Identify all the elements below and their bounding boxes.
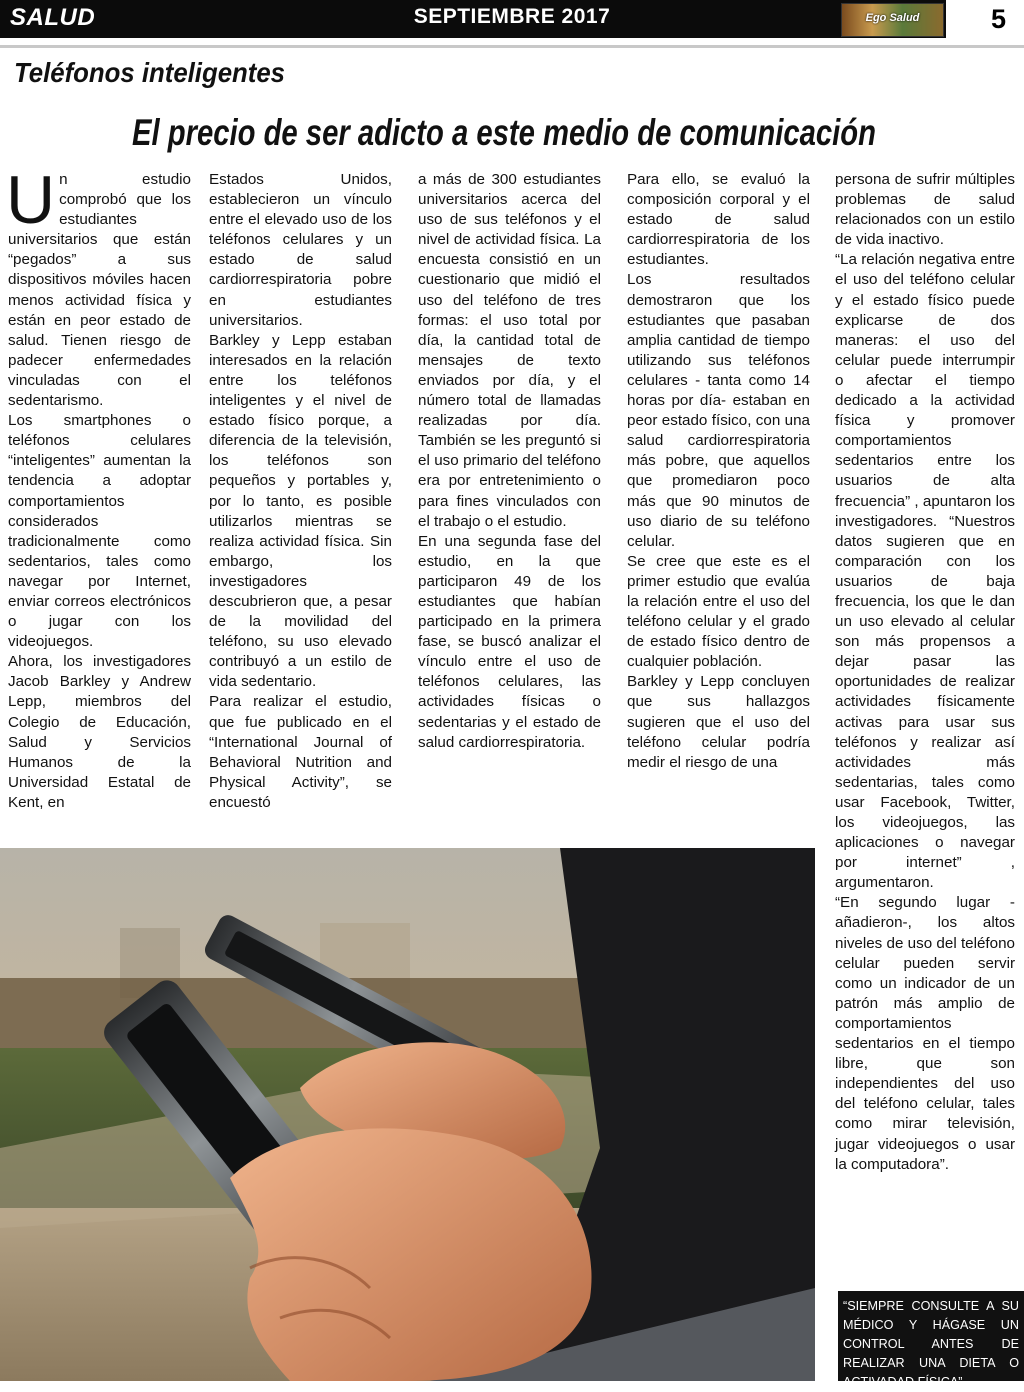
paragraph: persona de sufrir múltiples problemas de salud relacionados con un estilo de vida inactivo.	[835, 171, 1015, 249]
section-label: SALUD	[10, 4, 96, 31]
paragraph: Ahora, los investigadores Jacob Barkley y Andrew Lepp, miembros del Colegio de Educación, Salud y Servicios Humanos de la Universidad Estatal de Kent, en	[8, 653, 191, 811]
paragraph: a más de 300 estudiantes universitarios acerca del uso de sus teléfonos y el nivel de actividad física. La encuesta consistió en un cuestionario que midió el uso del teléfono de tres formas: el uso total por día, la cantidad total de mensajes de texto enviados por día, y el número total de llamadas realizadas por día. También se les preguntó si el uso primario del teléfono era por entretenimiento o para fines vinculados con el trabajo o el estudio.	[418, 171, 601, 530]
advice-callout	[838, 1291, 1024, 1389]
article-column-3	[418, 170, 601, 753]
drop-cap: U	[6, 162, 56, 238]
article-headline: El precio de ser adicto a este medio de comunicación	[132, 112, 876, 153]
paragraph: Barkley y Lepp estaban interesados en la relación entre los teléfonos inteligentes y el nivel de estado físico porque, a diferencia de la televisión, los teléfonos son pequeños y portables y, por lo tanto, es posible utilizarlos mientras se realiza actividad física. Sin embargo, los investigadores descubrieron que, a pesar de la movilidad del teléfono, su uso elevado contribuyó a un estilo de vida sedentario.	[209, 331, 392, 691]
paragraph: En una segunda fase del estudio, en la que participaron 49 de los estudiantes que habían participado en la primera fase, se buscó analizar el vínculo entre el uso de teléfonos celulares, las actividades físicas o sedentarias y el estado de salud cardiorrespiratoria.	[418, 532, 601, 751]
article-column-1	[6, 162, 191, 813]
article-column-4	[627, 170, 810, 773]
paragraph: Para realizar el estudio, que fue publicado en el “International Journal of Behavioral Nutrition and Physical Activity”, se encuestó	[209, 693, 392, 811]
issue-date: SEPTIEMBRE 2017	[413, 5, 611, 28]
page-number: 5	[991, 4, 1007, 34]
paragraph: Estados Unidos, establecieron un vínculo entre el elevado uso de los teléfonos celulares y un estado de salud cardiorrespiratoria pobre en estudiantes universitarios.	[209, 171, 392, 329]
paragraph: Los resultados demostraron que los estudiantes que pasaban amplia cantidad de tiempo utilizando sus teléfonos celulares - tanta como 14 horas por día- estaban en peor estado físico, con una salud cardiorrespiratoria más pobre, que aquellos que promediaron poco más que 90 minutos de uso diario de su teléfono celular.	[627, 271, 810, 550]
paragraph: Barkley y Lepp concluyen que sus hallazgos sugieren que el uso del teléfono celular podría medir el riesgo de una	[627, 673, 810, 771]
article-kicker: Teléfonos inteligentes	[14, 57, 285, 88]
paragraph: “La relación negativa entre el uso del teléfono celular y el estado físico puede explicarse de dos maneras: el uso del celular puede interrumpir o afectar el tiempo dedicado a la actividad física y promover comportamientos sedentarios entre los usuarios de alta frecuencia” , apuntaron los investigadores. “Nuestros datos sugieren que en comparación con los usuarios de baja frecuencia, los que le dan un uso elevado al celular son más propensos a dejar pasar las oportunidades de realizar actividades físicamente activas para usar sus teléfonos y realizar así actividades más sedentarias, tales como usar Facebook, Twitter, los videojuegos, las aplicaciones o navegar por internet” , argumentaron.	[835, 251, 1015, 892]
paragraph: n estudio comprobó que los estudiantes universitarios que están “pegados” a sus dispositivos móviles hacen menos actividad física y están en peor estado de salud. Tienen riesgo de padecer enfermedades vinculadas con el sedentarismo.	[8, 171, 191, 410]
article-column-2	[209, 170, 392, 813]
paragraph: Los smartphones o teléfonos celulares “inteligentes” aumentan la tendencia a adoptar comportamientos considerados tradicionalmente como sedentarios, tales como navegar por Internet, enviar correos electrónicos o jugar con los videojuegos.	[8, 412, 191, 651]
paragraph: “En segundo lugar - añadieron-, los altos niveles de uso del teléfono celular pueden servir como un indicador de un patrón más amplio de comportamientos sedentarios en el tiempo libre, que son independientes del uso del teléfono celular, tales como mirar televisión, jugar videojuegos o usar la computadora”.	[835, 894, 1015, 1173]
phone-hands-illustration	[0, 848, 815, 1381]
page-number-box	[946, 0, 1024, 38]
header-bar	[0, 0, 1024, 38]
magazine-logo	[841, 3, 944, 37]
paragraph: Para ello, se evaluó la composición corporal y el estado de salud cardiorrespiratoria de los estudiantes.	[627, 171, 810, 269]
header-rule	[0, 45, 1024, 48]
article-photo	[0, 848, 815, 1381]
paragraph: Se cree que este es el primer estudio que evalúa la relación entre el uso del teléfono celular y el grado de estado físico dentro de cualquier población.	[627, 552, 810, 671]
callout-text: “SIEMPRE CONSULTE A SU MÉDICO Y HÁGASE UN CONTROL ANTES DE REALIZAR UNA DIETA O ACTIVADAD FÍSICA”	[843, 1299, 1019, 1389]
logo-text: Ego Salud	[865, 12, 920, 24]
article-column-5	[835, 170, 1015, 1175]
